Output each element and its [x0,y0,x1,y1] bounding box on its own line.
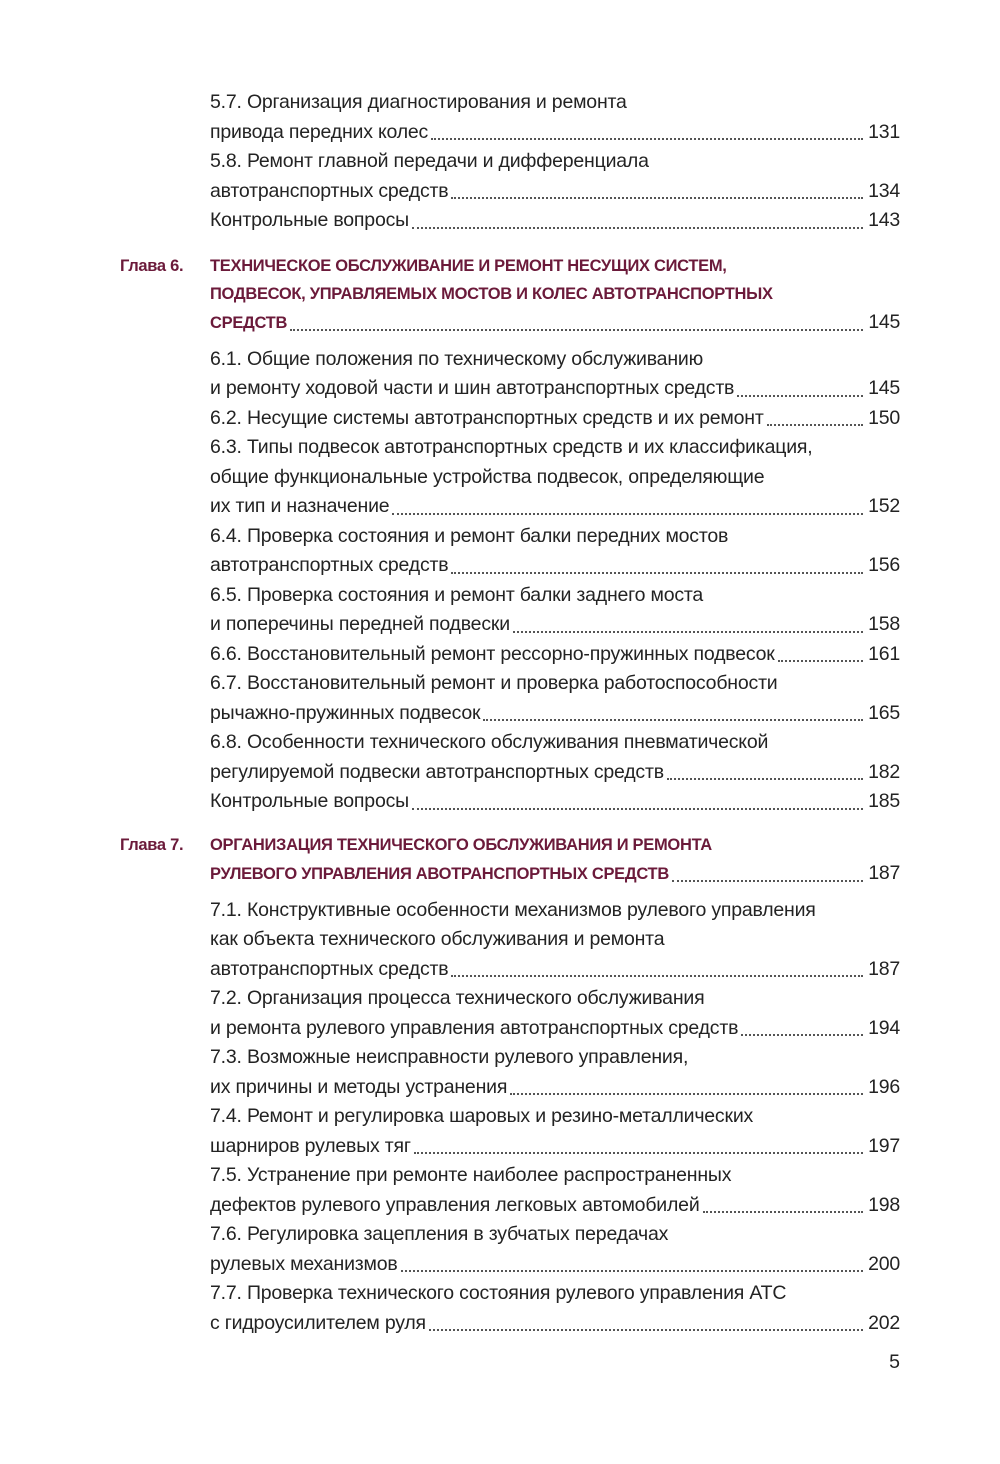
toc-entry-page: 196 [868,1075,900,1098]
toc-entry-line [210,404,900,434]
toc-entry-page: 156 [868,554,900,576]
toc-entry-text: 6.5. Проверка состояния и ремонт балки заднего моста [210,583,704,606]
toc-entry-text: и ремонту ходовой части и шин автотранспортных средств [210,377,735,399]
dot-leader [667,777,863,780]
toc-entry-line [210,728,900,758]
chapter-title-line [210,308,900,337]
chapter-title-page: 145 [868,310,900,333]
toc-entry-line [210,374,900,404]
toc-entry [210,345,900,404]
toc-entry-page: 131 [868,120,900,143]
toc-entry-line [210,1014,900,1044]
toc-entry-text: Контрольные вопросы [210,209,409,231]
toc-entry-line [210,1102,900,1132]
toc-entry-line [210,1220,900,1250]
toc-entry-text: автотранспортных средств [210,957,449,980]
chapter-6-items [120,345,900,817]
toc-entry-page: 198 [868,1193,900,1216]
toc-entry-page: 194 [868,1016,900,1039]
toc-entry-page: 187 [868,957,900,980]
toc-entry-text: как объекта технического обслуживания и ремонта [210,928,665,950]
toc-entry-line [210,984,900,1014]
toc-entry-line [210,896,900,926]
toc-entry-page: 145 [868,377,900,399]
toc-entry-text: 7.1. Конструктивные особенности механизмов рулевого управления [210,898,816,921]
toc-entry-line [210,925,900,955]
dot-leader [483,718,863,721]
chapter-7-title [210,831,900,888]
toc-entry-text: 5.7. Организация диагностирования и ремонта [210,91,627,113]
toc-entry-text: 6.7. Восстановительный ремонт и проверка работоспособности [210,672,778,694]
toc-entry-line [210,955,900,985]
toc-entry-line [210,1132,900,1162]
dot-leader [737,394,863,397]
dot-leader [401,1269,863,1272]
toc-entry-line [210,551,900,581]
toc-entry-text: 6.2. Несущие системы автотранспортных средств и их ремонт [210,406,764,429]
toc-entry [210,669,900,728]
toc-entry [210,581,900,640]
chapter-title-line [210,859,900,888]
chapter-title-line [210,831,900,859]
toc-entry-text: их тип и назначение [210,495,390,517]
toc-entry [210,984,900,1043]
toc-entry [210,206,900,236]
toc-entry [210,1220,900,1279]
toc-entry-text: 7.6. Регулировка зацепления в зубчатых передачах [210,1223,669,1245]
dot-leader [412,807,863,810]
toc-entry-line [210,88,900,118]
toc-entry-page: 158 [868,613,900,635]
toc-entry-text: автотранспортных средств [210,179,449,202]
dot-leader [513,630,863,633]
chapter-6-number: Глава 6. [120,256,184,275]
toc-entry-text: с гидроусилителем руля [210,1311,426,1334]
toc-entry-page: 152 [868,495,900,517]
toc-entry-text: 7.2. Организация процесса технического обслуживания [210,987,705,1009]
dot-leader [412,226,863,229]
dot-leader [741,1033,863,1036]
toc-entry-line [210,1161,900,1191]
toc-entry-line [210,345,900,375]
toc-entry [210,1279,900,1338]
toc-entry-page: 202 [868,1311,900,1334]
toc-entry-text: 5.8. Ремонт главной передачи и дифференциала [210,150,649,172]
top-items [120,88,900,236]
toc-entry-text: 6.3. Типы подвесок автотранспортных средств и их классификация, [210,436,813,458]
toc-entry-line [210,640,900,670]
toc-entry-text: автотранспортных средств [210,554,449,576]
chapter-title [210,831,900,888]
toc-entry-text: привода передних колес [210,120,429,143]
toc-entry-text: и ремонта рулевого управления автотранспортных средств [210,1016,739,1039]
toc-entry-line [210,758,900,788]
chapter-6-title [210,252,900,337]
dot-leader [429,1328,863,1331]
toc-entry-line [210,581,900,611]
toc-entry [210,1161,900,1220]
toc-entry-page: 165 [868,701,900,724]
dot-leader [414,1151,863,1154]
dot-leader [431,137,863,140]
toc-entry-text: их причины и методы устранения [210,1075,508,1098]
dot-leader [672,879,863,882]
toc-entry-page: 185 [868,790,900,812]
toc-entry-page: 182 [868,760,900,783]
chapter-title-text: ТЕХНИЧЕСКОЕ ОБСЛУЖИВАНИЕ И РЕМОНТ НЕСУЩИХ СИСТЕМ, [210,256,727,275]
toc-entry-text: дефектов рулевого управления легковых автомобилей [210,1193,700,1216]
toc-entry [210,433,900,522]
toc-entry-text: 7.7. Проверка технического состояния рулевого управления АТС [210,1282,787,1304]
toc-entry-text: общие функциональные устройства подвесок, определяющие [210,465,765,488]
toc-entry-line [210,206,900,236]
toc-entry-line [210,1043,900,1073]
chapter-7-number: Глава 7. [120,835,184,854]
toc-entry-line [210,433,900,463]
dot-leader [510,1092,863,1095]
toc-entry-text: рычажно-пружинных подвесок [210,701,481,724]
toc-entry-line [210,1191,900,1221]
chapter-7-items [120,896,900,1339]
chapter-7 [120,831,900,1339]
dot-leader [451,974,863,977]
chapter-title-text: РУЛЕВОГО УПРАВЛЕНИЯ АВОТРАНСПОРТНЫХ СРЕДСТВ [210,864,669,883]
toc-entry-page: 150 [868,406,900,429]
toc-entry [210,728,900,787]
toc-entry-line [210,492,900,522]
chapter-title-line [210,252,900,280]
toc-entry [210,640,900,670]
dot-leader [703,1210,863,1213]
toc-entry-text: регулируемой подвески автотранспортных средств [210,760,664,783]
toc-entry-text: рулевых механизмов [210,1252,398,1275]
toc-entry-text: 7.5. Устранение при ремонте наиболее распространенных [210,1164,732,1186]
toc-entry-page: 197 [868,1134,900,1157]
toc-entry-page: 161 [868,642,900,665]
toc-entry-line [210,787,900,817]
toc-entry-line [210,1279,900,1309]
toc-entry [210,88,900,147]
toc-entry-page: 134 [868,179,900,202]
toc-entry-line [210,1309,900,1339]
chapter-6-heading [120,252,900,337]
toc-entry-line [210,669,900,699]
toc-entry-line [210,463,900,493]
toc-entry-line [210,147,900,177]
toc-entry-line [210,1250,900,1280]
toc-entry-text: Контрольные вопросы [210,790,409,812]
chapter-6 [120,252,900,817]
toc-entry-text: 6.4. Проверка состояния и ремонт балки передних мостов [210,524,729,547]
toc-entry [210,147,900,206]
toc-entry-line [210,610,900,640]
chapter-title-text: СРЕДСТВ [210,313,288,332]
toc-entry [210,896,900,985]
chapter-title-page: 187 [868,861,900,884]
toc-entry-line [210,118,900,148]
chapter-7-heading [120,831,900,888]
dot-leader [392,512,863,515]
toc-entry-line [210,522,900,552]
toc-entry-text: шарниров рулевых тяг [210,1134,411,1157]
page-number: 5 [889,1351,900,1373]
dot-leader [767,423,863,426]
toc-entry-text: 6.1. Общие положения по техническому обслуживанию [210,347,704,370]
toc-entry [210,404,900,434]
toc-entry-text: и поперечины передней подвески [210,613,510,635]
dot-leader [290,328,863,331]
chapter-title-line [210,280,900,308]
toc-entry-page: 200 [868,1252,900,1275]
toc-entry-line [210,1073,900,1103]
toc-entry [210,1102,900,1161]
toc-entry-line [210,699,900,729]
toc-entry-page: 143 [868,209,900,231]
table-of-contents [120,88,900,1352]
dot-leader [778,659,863,662]
dot-leader [451,196,863,199]
dot-leader [451,571,863,574]
toc-entry-text: 7.4. Ремонт и регулировка шаровых и резино-металлических [210,1105,754,1127]
chapter-title-text: ОРГАНИЗАЦИЯ ТЕХНИЧЕСКОГО ОБСЛУЖИВАНИЯ И РЕМОНТА [210,835,712,854]
chapter-title [210,252,900,337]
chapter-title-text: ПОДВЕСОК, УПРАВЛЯЕМЫХ МОСТОВ И КОЛЕС АВТОТРАНСПОРТНЫХ [210,284,773,303]
toc-entry [210,787,900,817]
toc-entry [210,1043,900,1102]
toc-entry-text: 6.6. Восстановительный ремонт рессорно-пружинных подвесок [210,642,775,665]
toc-entry [210,522,900,581]
toc-entry-text: 7.3. Возможные неисправности рулевого управления, [210,1046,689,1068]
toc-entry-line [210,177,900,207]
toc-entry-text: 6.8. Особенности технического обслуживания пневматической [210,731,769,753]
